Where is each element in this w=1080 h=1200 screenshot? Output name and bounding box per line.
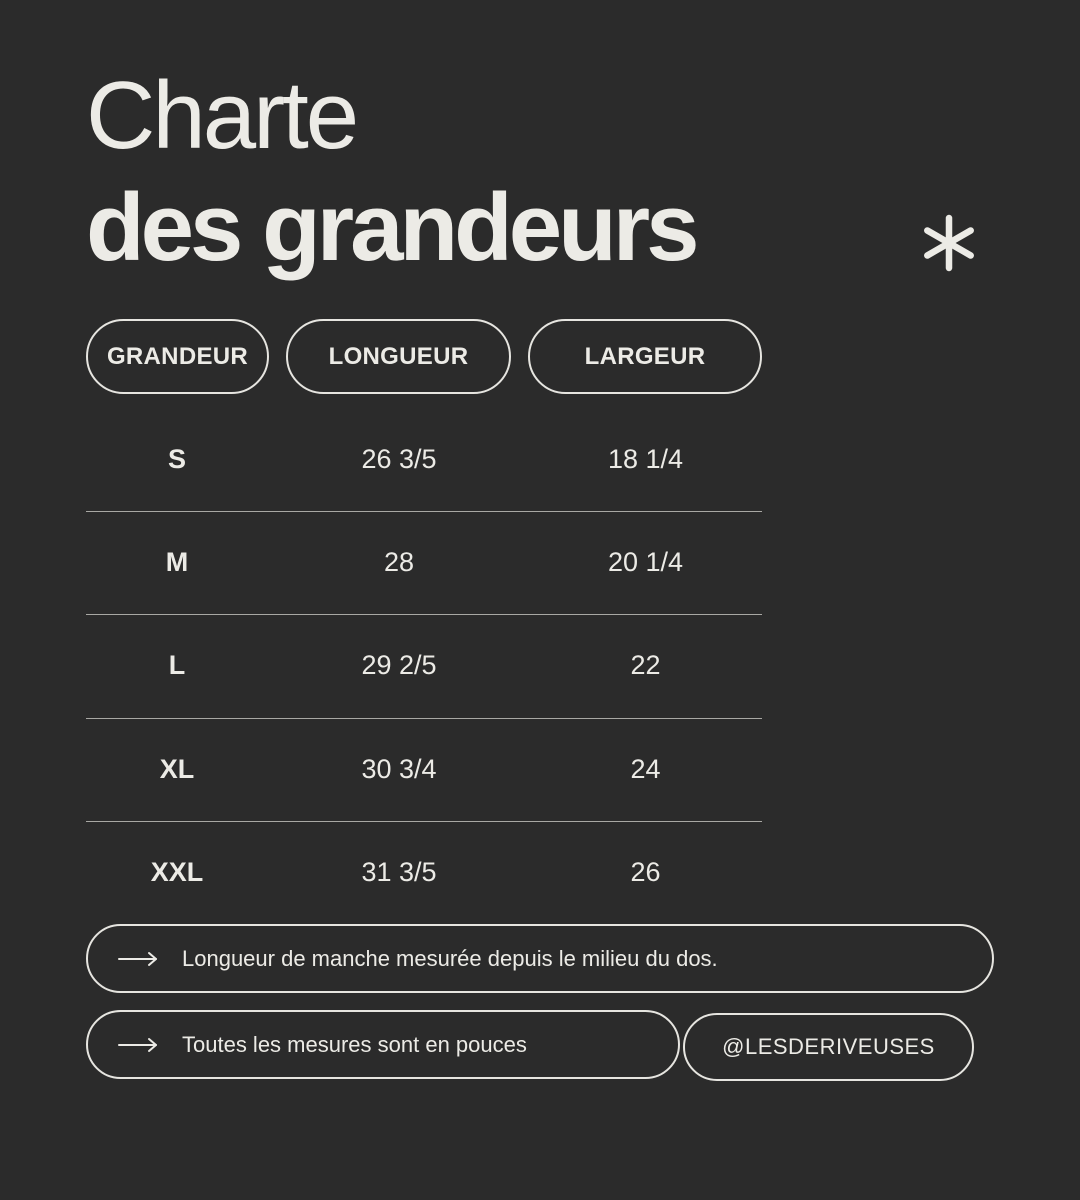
header-largeur — [528, 319, 762, 394]
cell-length: 31 3/5 — [361, 856, 437, 887]
social-handle-text: @LESDERIVEUSES — [722, 1034, 935, 1059]
page-title-line-1: Charte — [86, 62, 357, 169]
asterisk-icon — [918, 212, 980, 274]
arrow-right-icon — [118, 1036, 158, 1054]
header-largeur-label: LARGEUR — [584, 342, 706, 370]
cell-length: 29 2/5 — [361, 649, 437, 680]
page-title-line-2: des grandeurs — [86, 174, 696, 281]
table-row-m — [86, 511, 762, 613]
table-row-s — [86, 408, 762, 510]
header-longueur — [286, 319, 511, 394]
table-row-xxl — [86, 821, 762, 923]
note-sleeve-length-text: Longueur de manche mesurée depuis le milieu du dos. — [182, 945, 718, 971]
table-row-l — [86, 614, 762, 716]
cell-width: 20 1/4 — [607, 546, 684, 577]
cell-length: 26 3/5 — [361, 443, 437, 474]
note-units-text: Toutes les mesures sont en pouces — [182, 1031, 527, 1057]
header-longueur-label: LONGUEUR — [328, 342, 469, 370]
cell-size: XXL — [150, 856, 204, 887]
header-grandeur — [86, 319, 269, 394]
table-row-xl — [86, 718, 762, 820]
header-grandeur-label: GRANDEUR — [106, 342, 249, 370]
cell-size: M — [165, 546, 189, 577]
cell-length: 30 3/4 — [361, 753, 437, 784]
cell-size: S — [167, 443, 186, 474]
note-units — [86, 1010, 680, 1079]
cell-length: 28 — [383, 546, 415, 577]
cell-width: 24 — [630, 753, 661, 784]
cell-width: 18 1/4 — [607, 443, 684, 474]
cell-width: 22 — [630, 649, 661, 680]
social-handle — [683, 1013, 974, 1081]
note-sleeve-length — [86, 924, 994, 993]
cell-size: XL — [159, 753, 195, 784]
arrow-right-icon — [118, 950, 158, 968]
cell-width: 26 — [630, 856, 661, 887]
cell-size: L — [168, 649, 186, 680]
